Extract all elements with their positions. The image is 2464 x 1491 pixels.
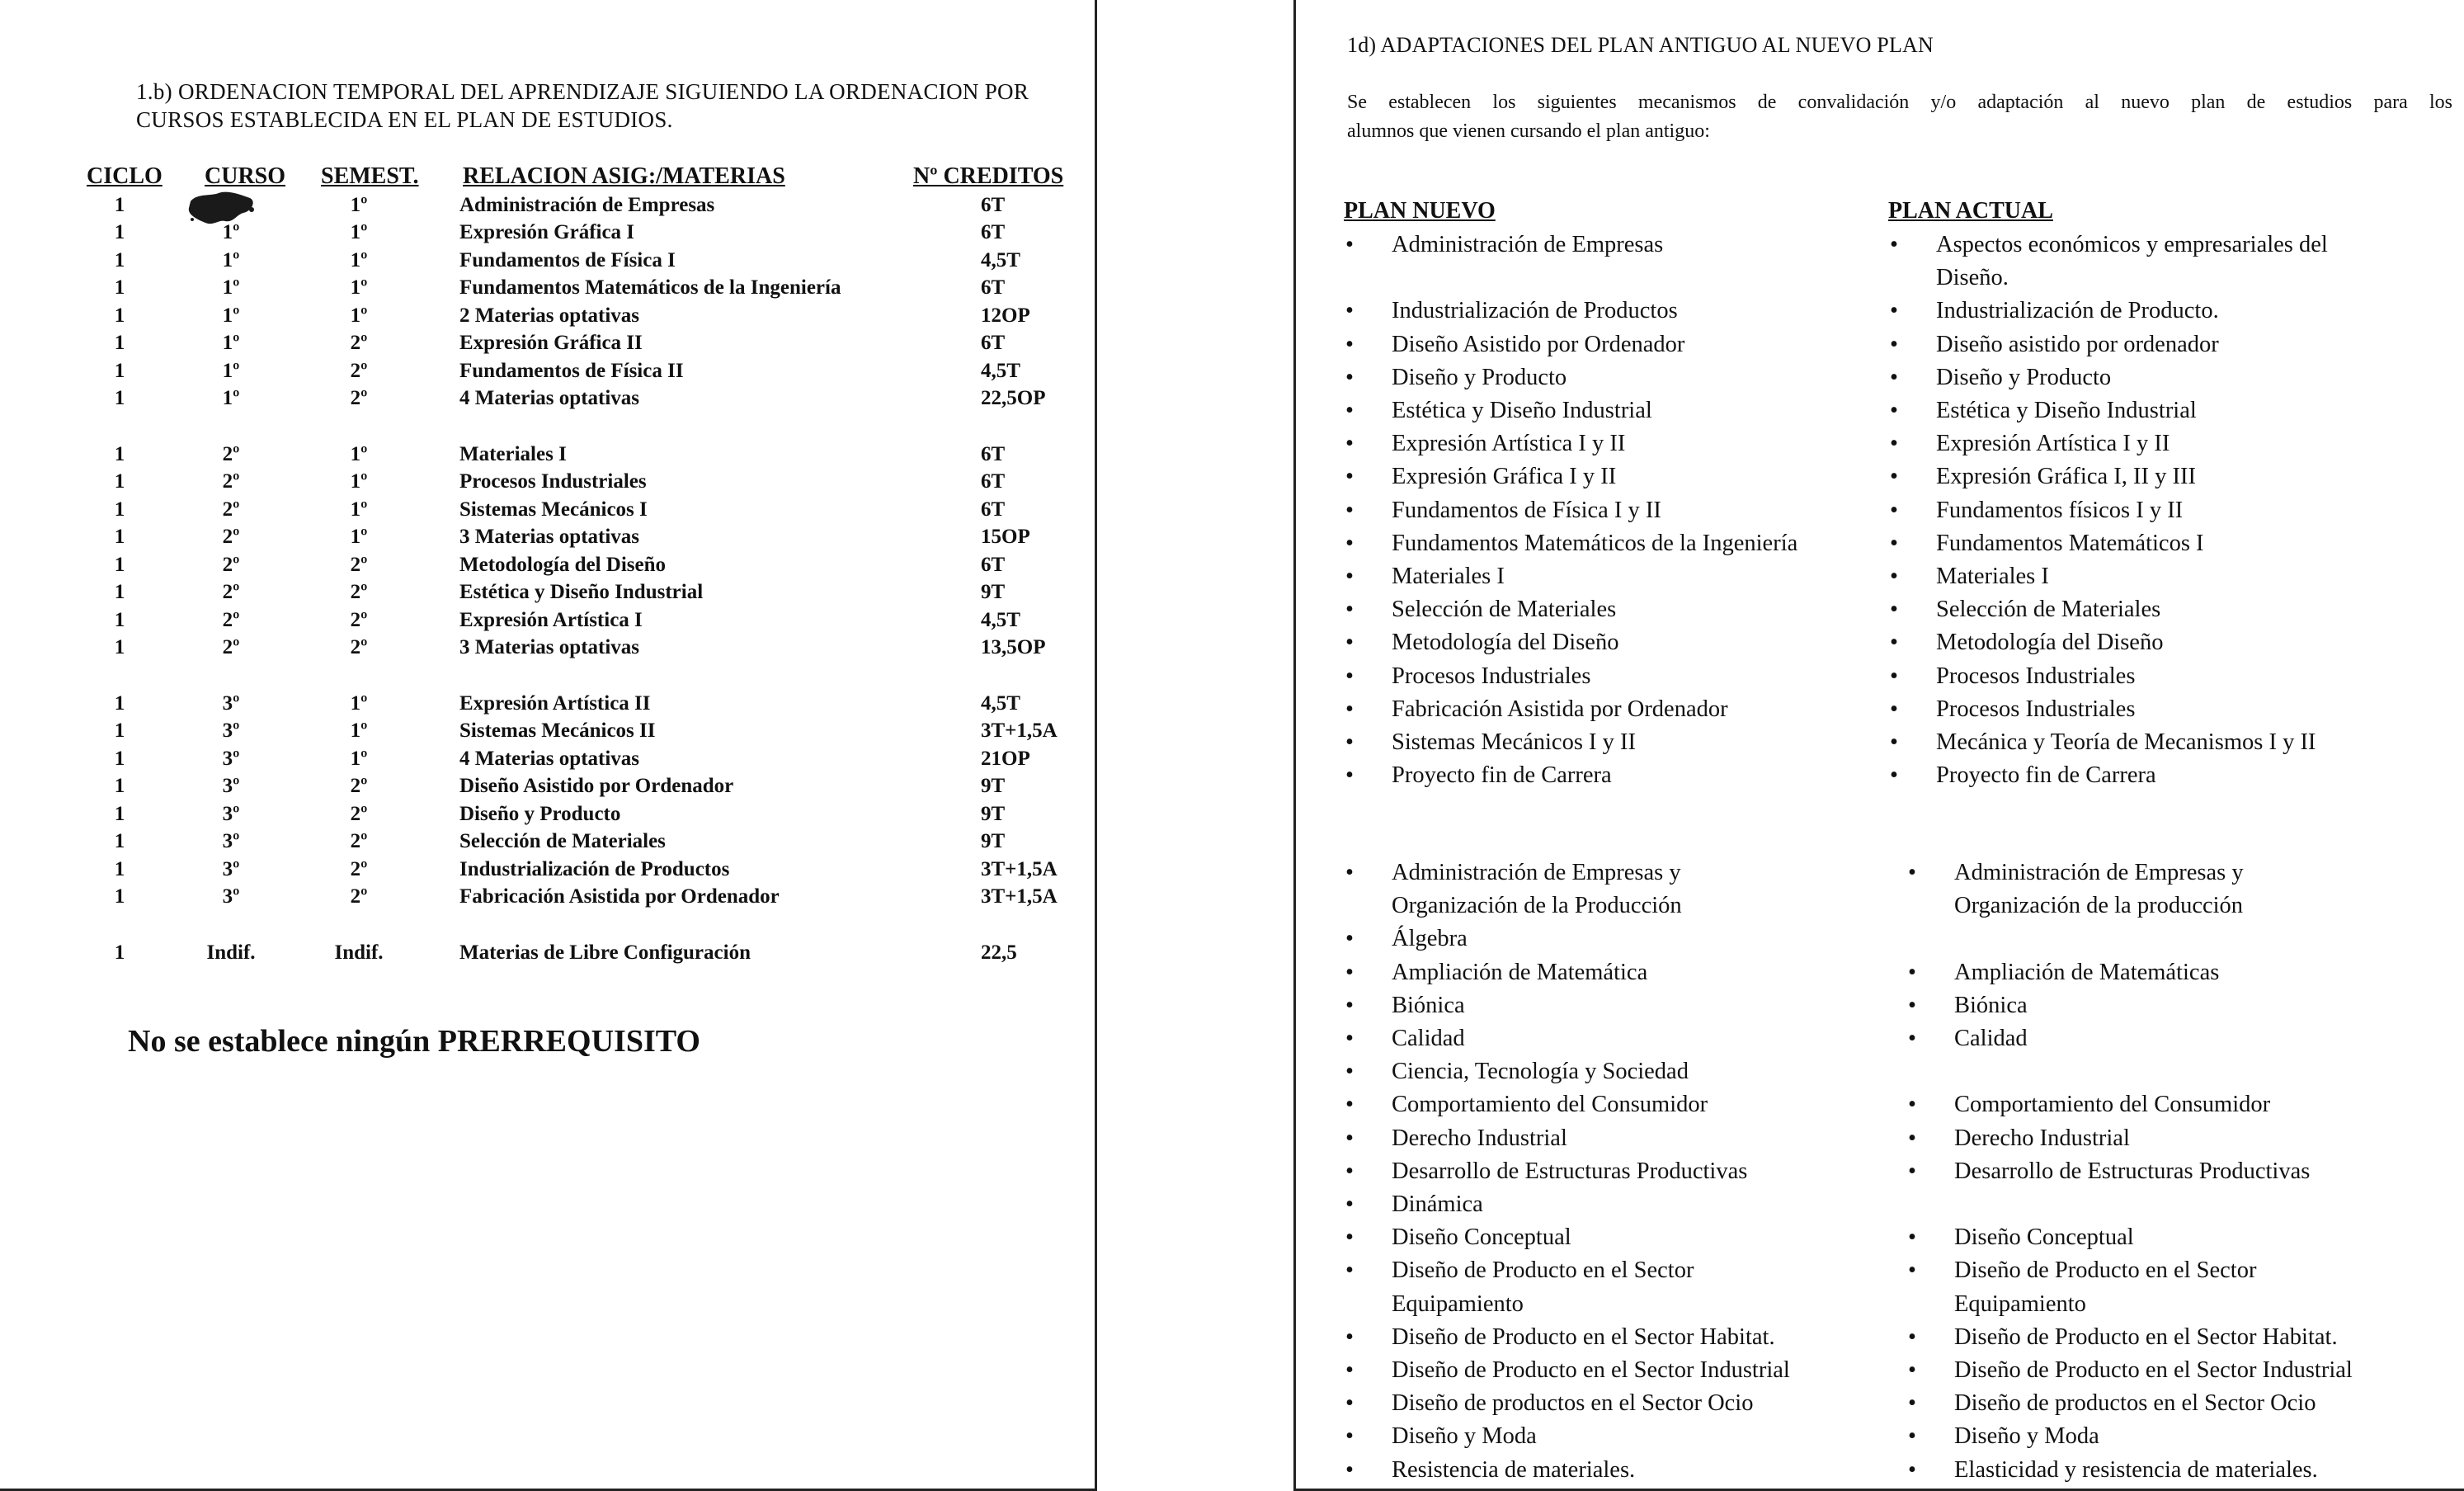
table-row — [87, 441, 1077, 469]
creditos-cell: 6T — [981, 276, 1006, 299]
table-row — [87, 496, 1077, 524]
creditos-cell: 9T — [981, 802, 1006, 825]
list-item: • Calidad — [1344, 1022, 1872, 1055]
list-item: • Selección de Materiales — [1344, 593, 1872, 626]
list-item: • Diseño Asistido por Ordenador — [1344, 328, 1872, 361]
table-row — [87, 800, 1077, 828]
list-item: • Mecánica y Teoría de Mecanismos I y II — [1888, 726, 2416, 759]
list-item: • Administración de Empresas y — [1344, 856, 1872, 889]
plan-nuevo-list-optional — [1344, 856, 1872, 1487]
semestre-cell: 1º — [350, 221, 368, 243]
curso-cell: 1º — [222, 332, 240, 354]
table-row — [87, 551, 1077, 579]
list-item: • Administración de Empresas — [1344, 229, 1872, 262]
list-item: • Selección de Materiales — [1888, 593, 2416, 626]
curso-cell: 2º — [222, 470, 240, 493]
curso-cell: 3º — [222, 720, 240, 742]
table-row — [87, 717, 1077, 745]
curso-cell: 3º — [222, 830, 240, 852]
semestre-cell: 2º — [350, 553, 368, 576]
list-item: • Diseño y Moda — [1344, 1420, 1872, 1453]
table-row — [87, 883, 1077, 911]
plan-actual-header: PLAN ACTUAL — [1888, 198, 2053, 224]
materia-cell: Administración de Empresas — [459, 193, 715, 216]
table-row — [87, 828, 1077, 856]
list-item-continuation: Equipamiento — [1954, 1290, 2086, 1317]
list-item: • Expresión Gráfica I y II — [1344, 460, 1872, 493]
creditos-cell: 4,5T — [981, 691, 1020, 715]
section-heading — [136, 78, 1085, 134]
curso-cell: 1º — [222, 387, 240, 409]
creditos-cell: 9T — [981, 581, 1006, 603]
plan-nuevo-header: PLAN NUEVO — [1344, 198, 1496, 224]
col-materias-header: RELACION ASIG:/MATERIAS — [463, 163, 785, 189]
ciclo-cell: 1 — [114, 608, 125, 631]
list-item: • Diseño Conceptual — [1344, 1221, 1872, 1254]
materia-cell: Expresión Artística II — [459, 691, 651, 715]
list-item: • Diseño de productos en el Sector Ocio — [1344, 1387, 1872, 1420]
col-ciclo-header: CICLO — [87, 163, 163, 189]
semestre-cell: 1º — [350, 304, 368, 327]
list-item-continuation — [1344, 262, 1872, 295]
ciclo-cell: 1 — [114, 359, 125, 382]
creditos-cell: 6T — [981, 221, 1006, 243]
creditos-cell: 9T — [981, 775, 1006, 797]
prerequisite-prefix: No se establece ningún — [128, 1024, 431, 1059]
list-item: • Desarrollo de Estructuras Productivas — [1344, 1155, 1872, 1188]
curso-cell: 3º — [222, 775, 240, 797]
list-item: • Expresión Gráfica I, II y III — [1888, 460, 2416, 493]
list-item: • Fundamentos físicos I y II — [1888, 494, 2416, 527]
curso-cell: 2º — [222, 526, 240, 548]
list-item: • Comportamiento del Consumidor — [1344, 1088, 1872, 1121]
materia-cell: Fabricación Asistida por Ordenador — [459, 885, 780, 908]
list-item: • Materiales I — [1888, 560, 2416, 593]
curso-cell: 2º — [222, 553, 240, 576]
plan-nuevo-list — [1344, 229, 1872, 792]
ciclo-cell: 1 — [114, 470, 125, 493]
semestre-cell: 2º — [350, 581, 368, 603]
ciclo-cell: 1 — [114, 775, 125, 797]
ciclo-cell: 1 — [114, 221, 125, 243]
curso-cell: 1º — [222, 359, 240, 382]
plan-actual-list — [1888, 229, 2416, 792]
materia-cell: Expresión Gráfica II — [459, 332, 643, 354]
ciclo-cell: 1 — [114, 193, 125, 216]
ciclo-cell: 1 — [114, 526, 125, 548]
list-item: • Procesos Industriales — [1344, 660, 1872, 693]
list-item: • Diseño de Producto en el Sector — [1344, 1254, 1872, 1287]
table-row — [87, 578, 1077, 606]
ciclo-cell: 1 — [114, 442, 125, 465]
semestre-cell: 1º — [350, 193, 368, 216]
list-item: • Administración de Empresas y — [1906, 856, 2434, 889]
left-page — [0, 0, 1097, 1491]
creditos-cell: 6T — [981, 442, 1006, 465]
semestre-cell: 2º — [350, 775, 368, 797]
materia-cell: Fundamentos Matemáticos de la Ingeniería — [459, 276, 841, 299]
ciclo-cell: 1 — [114, 802, 125, 825]
list-item: • Biónica — [1906, 989, 2434, 1022]
table-row — [87, 247, 1077, 275]
list-item: • Resistencia de materiales. — [1344, 1454, 1872, 1487]
creditos-cell: 15OP — [981, 526, 1030, 548]
materia-cell: 3 Materias optativas — [459, 526, 640, 548]
table-row — [87, 329, 1077, 357]
list-item: • Calidad — [1906, 1022, 2434, 1055]
list-item: • Diseño Conceptual — [1906, 1221, 2434, 1254]
table-row — [87, 468, 1077, 496]
curso-cell: 2º — [222, 498, 240, 521]
materia-cell: Selección de Materiales — [459, 830, 666, 852]
table-body — [87, 191, 1077, 967]
list-item: • Diseño y Moda — [1906, 1420, 2434, 1453]
adaptations-title: 1d) ADAPTACIONES DEL PLAN ANTIGUO AL NUEVO PLAN — [1347, 33, 1934, 57]
creditos-cell: 6T — [981, 553, 1006, 576]
curso-cell: 1º — [222, 276, 240, 299]
creditos-cell: 6T — [981, 498, 1006, 521]
list-item: • Procesos Industriales — [1888, 660, 2416, 693]
table-row — [87, 385, 1077, 413]
intro-line: Se establecen los siguientes mecanismos de convalidación y/o adaptación al nuevo plan de estudios para los — [1347, 92, 2452, 113]
list-item: • Derecho Industrial — [1906, 1122, 2434, 1155]
list-item-continuation: Organización de la Producción — [1392, 893, 1682, 919]
creditos-cell: 3T+1,5A — [981, 720, 1058, 742]
col-curso-header: CURSO — [205, 163, 286, 189]
materia-cell: Materias de Libre Configuración — [459, 941, 751, 964]
ciclo-cell: 1 — [114, 276, 125, 299]
semestre-cell: 2º — [350, 608, 368, 631]
table-row — [87, 856, 1077, 884]
curso-cell: 3º — [222, 691, 240, 715]
table-header — [87, 163, 1077, 191]
prerequisite-word: PRERREQUISITO — [437, 1024, 700, 1059]
list-item: • Diseño y Producto — [1344, 361, 1872, 394]
ciclo-cell: 1 — [114, 830, 125, 852]
list-item: • Diseño de Producto en el Sector — [1906, 1254, 2434, 1287]
list-item: • Ciencia, Tecnología y Sociedad — [1344, 1055, 1872, 1088]
table-row — [87, 606, 1077, 635]
materia-cell: Estética y Diseño Industrial — [459, 581, 704, 603]
list-item: • Expresión Artística I y II — [1344, 427, 1872, 460]
materia-cell: Sistemas Mecánicos I — [459, 498, 648, 521]
table-row — [87, 274, 1077, 302]
list-item: • Estética y Diseño Industrial — [1888, 394, 2416, 427]
ciclo-cell: 1 — [114, 581, 125, 603]
right-page — [1293, 0, 2464, 1491]
list-item: • Diseño de Producto en el Sector Industrial — [1906, 1354, 2434, 1387]
curso-cell: 1º — [222, 304, 240, 327]
list-item: • Fabricación Asistida por Ordenador — [1344, 693, 1872, 726]
list-item: • Industrialización de Productos — [1344, 295, 1872, 328]
creditos-cell: 9T — [981, 830, 1006, 852]
intro-paragraph — [1347, 88, 2452, 146]
ciclo-cell: 1 — [114, 248, 125, 271]
table-row — [87, 357, 1077, 385]
semestre-cell: 1º — [350, 498, 368, 521]
semestre-cell: 1º — [350, 691, 368, 715]
col-semestre-header: SEMEST. — [321, 163, 419, 189]
intro-line: alumnos que vienen cursando el plan antiguo: — [1347, 120, 1710, 142]
list-item: • Aspectos económicos y empresariales del — [1888, 229, 2416, 262]
list-item: • Elasticidad y resistencia de materiales. — [1906, 1454, 2434, 1487]
list-item: • Fundamentos Matemáticos de la Ingeniería — [1344, 527, 1872, 560]
ciclo-cell: 1 — [114, 636, 125, 658]
ciclo-cell: 1 — [114, 747, 125, 770]
materia-cell: 2 Materias optativas — [459, 304, 640, 327]
heading-line: 1.b) ORDENACION TEMPORAL DEL APRENDIZAJE SIGUIENDO LA ORDENACION POR — [136, 79, 1029, 104]
semestre-cell: 2º — [350, 830, 368, 852]
curso-cell: 3º — [222, 857, 240, 880]
list-item: • Desarrollo de Estructuras Productivas — [1906, 1155, 2434, 1188]
materia-cell: 4 Materias optativas — [459, 747, 640, 770]
creditos-cell: 4,5T — [981, 248, 1020, 271]
group-spacer — [87, 413, 1077, 441]
list-item: • Sistemas Mecánicos I y II — [1344, 726, 1872, 759]
empty-slot — [1906, 1188, 2434, 1221]
ciclo-cell: 1 — [114, 720, 125, 742]
creditos-cell: 22,5 — [981, 941, 1017, 964]
materia-cell: Fundamentos de Física II — [459, 359, 684, 382]
ciclo-cell: 1 — [114, 304, 125, 327]
creditos-cell: 3T+1,5A — [981, 885, 1058, 908]
curso-cell: 3º — [222, 747, 240, 770]
ink-smudge — [186, 190, 257, 228]
list-item: • Comportamiento del Consumidor — [1906, 1088, 2434, 1121]
list-item: • Biónica — [1344, 989, 1872, 1022]
creditos-cell: 4,5T — [981, 608, 1020, 631]
list-item: • Diseño de productos en el Sector Ocio — [1906, 1387, 2434, 1420]
curso-cell: 2º — [222, 442, 240, 465]
materia-cell: Sistemas Mecánicos II — [459, 720, 656, 742]
ciclo-cell: 1 — [114, 941, 125, 964]
curso-cell: Indif. — [206, 941, 256, 964]
semestre-cell: 2º — [350, 636, 368, 658]
group-spacer — [87, 662, 1077, 690]
semestre-cell: 1º — [350, 470, 368, 493]
materia-cell: Metodología del Diseño — [459, 553, 666, 576]
ciclo-cell: 1 — [114, 885, 125, 908]
semestre-cell: 2º — [350, 885, 368, 908]
curso-cell: 1º — [222, 248, 240, 271]
list-item: • Dinámica — [1344, 1188, 1872, 1221]
semestre-cell: 1º — [350, 248, 368, 271]
table-row — [87, 772, 1077, 800]
list-item: • Diseño de Producto en el Sector Habitat. — [1906, 1321, 2434, 1354]
list-item: • Materiales I — [1344, 560, 1872, 593]
materia-cell: Diseño Asistido por Ordenador — [459, 775, 734, 797]
list-item-continuation: Equipamiento — [1392, 1290, 1524, 1317]
table-row — [87, 939, 1077, 967]
list-item: • Diseño y Producto — [1888, 361, 2416, 394]
empty-slot — [1906, 922, 2434, 955]
list-item: • Diseño de Producto en el Sector Industrial — [1344, 1354, 1872, 1387]
creditos-cell: 12OP — [981, 304, 1030, 327]
table-row — [87, 634, 1077, 662]
list-item: • Álgebra — [1344, 922, 1872, 955]
curso-cell: 2º — [222, 636, 240, 658]
list-item: • Ampliación de Matemática — [1344, 956, 1872, 989]
creditos-cell: 4,5T — [981, 359, 1020, 382]
table-row — [87, 745, 1077, 773]
heading-line: CURSOS ESTABLECIDA EN EL PLAN DE ESTUDIOS. — [136, 107, 673, 132]
empty-slot — [1906, 1055, 2434, 1088]
list-item: • Metodología del Diseño — [1344, 626, 1872, 659]
table-row — [87, 302, 1077, 330]
ciclo-cell: 1 — [114, 691, 125, 715]
ciclo-cell: 1 — [114, 857, 125, 880]
list-item: • Fundamentos de Física I y II — [1344, 494, 1872, 527]
semestre-cell: 2º — [350, 332, 368, 354]
group-spacer — [87, 911, 1077, 939]
materia-cell: 3 Materias optativas — [459, 636, 640, 658]
creditos-cell: 22,5OP — [981, 387, 1046, 409]
prerequisite-note — [128, 1023, 700, 1059]
materia-cell: Materiales I — [459, 442, 567, 465]
semestre-cell: 1º — [350, 747, 368, 770]
creditos-cell: 21OP — [981, 747, 1030, 770]
curso-cell: 3º — [222, 802, 240, 825]
creditos-cell: 3T+1,5A — [981, 857, 1058, 880]
ciclo-cell: 1 — [114, 387, 125, 409]
semestre-cell: 1º — [350, 720, 368, 742]
materia-cell: 4 Materias optativas — [459, 387, 640, 409]
list-item-continuation: Diseño. — [1936, 265, 2009, 291]
semestre-cell: 2º — [350, 857, 368, 880]
creditos-cell: 6T — [981, 193, 1006, 216]
list-item-continuation: Organización de la producción — [1954, 893, 2244, 919]
list-item: • Proyecto fin de Carrera — [1344, 759, 1872, 792]
ciclo-cell: 1 — [114, 553, 125, 576]
creditos-cell: 6T — [981, 470, 1006, 493]
creditos-cell: 6T — [981, 332, 1006, 354]
ciclo-cell: 1 — [114, 332, 125, 354]
list-item: • Metodología del Diseño — [1888, 626, 2416, 659]
materia-cell: Procesos Industriales — [459, 470, 647, 493]
list-item: • Expresión Artística I y II — [1888, 427, 2416, 460]
table-row — [87, 690, 1077, 718]
materia-cell: Expresión Gráfica I — [459, 221, 635, 243]
semestre-cell: 1º — [350, 442, 368, 465]
list-item: • Ampliación de Matemáticas — [1906, 956, 2434, 989]
curso-cell: 3º — [222, 885, 240, 908]
col-creditos-header: Nº CREDITOS — [913, 163, 1064, 189]
list-item: • Proyecto fin de Carrera — [1888, 759, 2416, 792]
curso-cell: 1º — [222, 221, 240, 243]
list-item: • Diseño de Producto en el Sector Habitat. — [1344, 1321, 1872, 1354]
list-item: • Procesos Industriales — [1888, 693, 2416, 726]
materia-cell: Fundamentos de Física I — [459, 248, 676, 271]
materia-cell: Industrialización de Productos — [459, 857, 730, 880]
ciclo-cell: 1 — [114, 498, 125, 521]
semestre-cell: Indif. — [334, 941, 384, 964]
list-item: • Industrialización de Producto. — [1888, 295, 2416, 328]
materia-cell: Diseño y Producto — [459, 802, 621, 825]
list-item: • Diseño asistido por ordenador — [1888, 328, 2416, 361]
curso-cell: 2º — [222, 581, 240, 603]
list-item: • Fundamentos Matemáticos I — [1888, 527, 2416, 560]
table-row — [87, 523, 1077, 551]
list-item: • Estética y Diseño Industrial — [1344, 394, 1872, 427]
semestre-cell: 2º — [350, 359, 368, 382]
semestre-cell: 2º — [350, 387, 368, 409]
plan-actual-list-optional — [1906, 856, 2434, 1487]
materia-cell: Expresión Artística I — [459, 608, 643, 631]
curso-cell: 2º — [222, 608, 240, 631]
creditos-cell: 13,5OP — [981, 636, 1046, 658]
list-item: • Derecho Industrial — [1344, 1122, 1872, 1155]
semestre-cell: 2º — [350, 802, 368, 825]
semestre-cell: 1º — [350, 276, 368, 299]
course-table — [87, 163, 1077, 966]
semestre-cell: 1º — [350, 526, 368, 548]
